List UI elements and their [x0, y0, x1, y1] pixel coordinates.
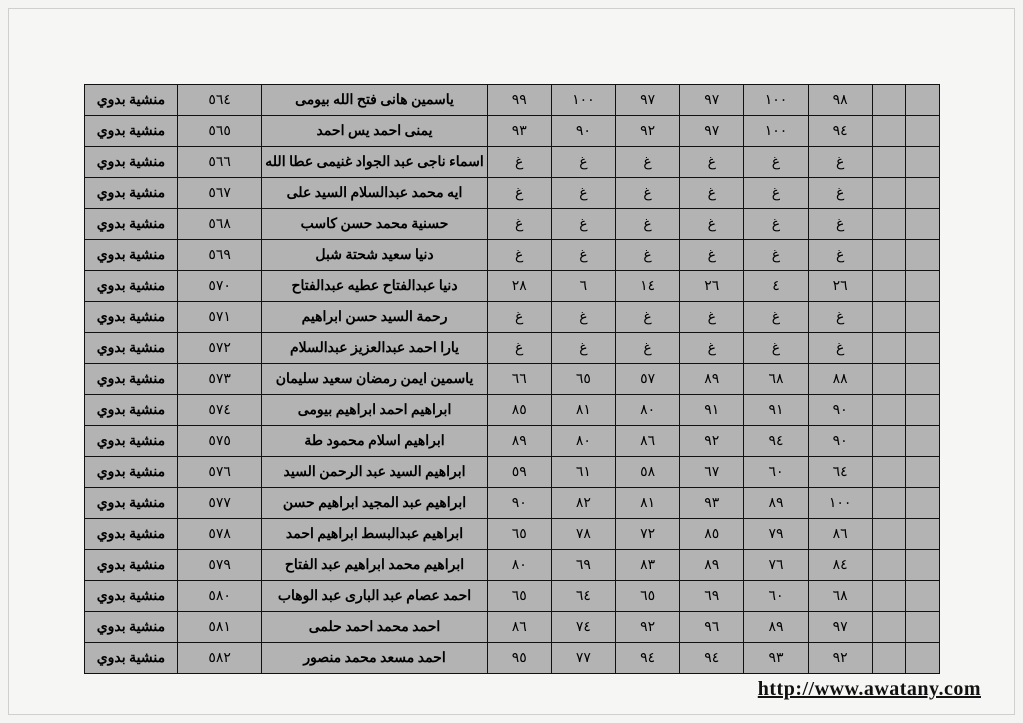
cell-mark-1: ٦٤ [808, 457, 872, 488]
cell-blank-b [872, 116, 906, 147]
cell-mark-4: ١٤ [616, 271, 680, 302]
table-row [85, 364, 940, 395]
cell-blank-a [906, 302, 940, 333]
cell-mark-3: ٩٧ [680, 116, 744, 147]
cell-mark-2: ١٠٠ [744, 116, 808, 147]
cell-mark-5: ٧٨ [551, 519, 615, 550]
cell-mark-1: ٩٧ [808, 612, 872, 643]
cell-school-name: منشية بدوي [85, 395, 178, 426]
cell-mark-2: ٤ [744, 271, 808, 302]
cell-mark-5: ٦٥ [551, 364, 615, 395]
cell-blank-b [872, 178, 906, 209]
cell-mark-1: ٩٤ [808, 116, 872, 147]
cell-mark-1: غ [808, 302, 872, 333]
cell-mark-5: غ [551, 178, 615, 209]
cell-mark-5: غ [551, 302, 615, 333]
cell-blank-a [906, 581, 940, 612]
cell-mark-6: غ [487, 209, 551, 240]
cell-mark-4: ٩٤ [616, 643, 680, 674]
cell-mark-3: ٩١ [680, 395, 744, 426]
cell-mark-2: غ [744, 302, 808, 333]
cell-mark-5: غ [551, 240, 615, 271]
cell-blank-a [906, 333, 940, 364]
cell-mark-2: غ [744, 240, 808, 271]
cell-student-name: رحمة السيد حسن ابراهيم [262, 302, 487, 333]
cell-mark-2: ٨٩ [744, 488, 808, 519]
cell-mark-1: غ [808, 147, 872, 178]
cell-mark-5: ١٠٠ [551, 85, 615, 116]
cell-mark-5: ٧٧ [551, 643, 615, 674]
cell-mark-1: غ [808, 333, 872, 364]
cell-mark-2: ٦٠ [744, 457, 808, 488]
table-row [85, 85, 940, 116]
cell-seat-number: ٥٦٤ [177, 85, 262, 116]
cell-mark-4: غ [616, 178, 680, 209]
cell-blank-b [872, 519, 906, 550]
table-row [85, 116, 940, 147]
cell-mark-3: ٩٢ [680, 426, 744, 457]
cell-school-name: منشية بدوي [85, 364, 178, 395]
cell-mark-6: غ [487, 147, 551, 178]
cell-mark-4: غ [616, 147, 680, 178]
cell-school-name: منشية بدوي [85, 457, 178, 488]
cell-blank-a [906, 147, 940, 178]
cell-mark-2: ٧٩ [744, 519, 808, 550]
cell-student-name: احمد مسعد محمد منصور [262, 643, 487, 674]
cell-mark-4: ٥٧ [616, 364, 680, 395]
table-row [85, 395, 940, 426]
table-row [85, 488, 940, 519]
table-row [85, 271, 940, 302]
cell-blank-a [906, 550, 940, 581]
cell-mark-3: ٩٣ [680, 488, 744, 519]
cell-seat-number: ٥٨٢ [177, 643, 262, 674]
cell-seat-number: ٥٦٨ [177, 209, 262, 240]
table-row [85, 581, 940, 612]
cell-mark-4: غ [616, 240, 680, 271]
cell-mark-3: غ [680, 302, 744, 333]
cell-seat-number: ٥٨٠ [177, 581, 262, 612]
cell-mark-6: ٦٦ [487, 364, 551, 395]
cell-mark-2: ١٠٠ [744, 85, 808, 116]
cell-blank-b [872, 612, 906, 643]
cell-blank-b [872, 426, 906, 457]
cell-blank-a [906, 457, 940, 488]
cell-mark-6: ٦٥ [487, 581, 551, 612]
cell-blank-b [872, 550, 906, 581]
grades-table-body [85, 85, 940, 674]
cell-blank-b [872, 488, 906, 519]
table-row [85, 333, 940, 364]
cell-mark-5: ٦١ [551, 457, 615, 488]
cell-school-name: منشية بدوي [85, 209, 178, 240]
cell-mark-3: غ [680, 147, 744, 178]
cell-mark-1: غ [808, 178, 872, 209]
cell-seat-number: ٥٦٧ [177, 178, 262, 209]
cell-blank-b [872, 85, 906, 116]
cell-student-name: ابراهيم عبدالبسط ابراهيم احمد [262, 519, 487, 550]
cell-student-name: ابراهيم محمد ابراهيم عبد الفتاح [262, 550, 487, 581]
cell-mark-5: ٦٤ [551, 581, 615, 612]
cell-mark-4: ٩٧ [616, 85, 680, 116]
cell-seat-number: ٥٧٧ [177, 488, 262, 519]
cell-mark-3: ٨٩ [680, 550, 744, 581]
cell-school-name: منشية بدوي [85, 147, 178, 178]
table-row [85, 426, 940, 457]
cell-seat-number: ٥٦٥ [177, 116, 262, 147]
cell-mark-5: غ [551, 209, 615, 240]
table-row [85, 240, 940, 271]
cell-mark-3: ٢٦ [680, 271, 744, 302]
cell-mark-1: ٢٦ [808, 271, 872, 302]
cell-mark-4: ٩٢ [616, 612, 680, 643]
cell-seat-number: ٥٧٣ [177, 364, 262, 395]
cell-mark-3: غ [680, 333, 744, 364]
cell-student-name: دنيا عبدالفتاح عطيه عبدالفتاح [262, 271, 487, 302]
table-row [85, 643, 940, 674]
cell-school-name: منشية بدوي [85, 178, 178, 209]
cell-mark-3: غ [680, 178, 744, 209]
cell-seat-number: ٥٧٩ [177, 550, 262, 581]
grades-table [84, 84, 940, 674]
cell-blank-a [906, 209, 940, 240]
cell-mark-6: ٩٣ [487, 116, 551, 147]
cell-blank-a [906, 271, 940, 302]
cell-school-name: منشية بدوي [85, 643, 178, 674]
cell-blank-b [872, 209, 906, 240]
cell-mark-5: ٨٢ [551, 488, 615, 519]
cell-mark-2: ٦٨ [744, 364, 808, 395]
cell-blank-b [872, 333, 906, 364]
cell-mark-2: غ [744, 209, 808, 240]
table-row [85, 209, 940, 240]
cell-mark-5: ٩٠ [551, 116, 615, 147]
cell-mark-1: ٨٨ [808, 364, 872, 395]
cell-school-name: منشية بدوي [85, 488, 178, 519]
cell-student-name: احمد عصام عبد البارى عبد الوهاب [262, 581, 487, 612]
cell-mark-5: ٨١ [551, 395, 615, 426]
cell-school-name: منشية بدوي [85, 426, 178, 457]
cell-school-name: منشية بدوي [85, 302, 178, 333]
cell-mark-5: ٨٠ [551, 426, 615, 457]
cell-school-name: منشية بدوي [85, 271, 178, 302]
cell-mark-4: ٨٠ [616, 395, 680, 426]
cell-student-name: ابراهيم اسلام محمود طة [262, 426, 487, 457]
cell-seat-number: ٥٦٩ [177, 240, 262, 271]
cell-mark-1: ١٠٠ [808, 488, 872, 519]
cell-blank-a [906, 612, 940, 643]
cell-blank-a [906, 426, 940, 457]
cell-mark-3: غ [680, 240, 744, 271]
cell-student-name: ابراهيم السيد عبد الرحمن السيد [262, 457, 487, 488]
cell-school-name: منشية بدوي [85, 116, 178, 147]
cell-mark-6: ٩٠ [487, 488, 551, 519]
cell-blank-b [872, 457, 906, 488]
table-row [85, 178, 940, 209]
cell-blank-a [906, 364, 940, 395]
cell-seat-number: ٥٧٤ [177, 395, 262, 426]
cell-blank-a [906, 643, 940, 674]
cell-student-name: ابراهيم عبد المجيد ابراهيم حسن [262, 488, 487, 519]
cell-mark-5: غ [551, 333, 615, 364]
cell-school-name: منشية بدوي [85, 612, 178, 643]
cell-seat-number: ٥٦٦ [177, 147, 262, 178]
cell-student-name: احمد محمد احمد حلمى [262, 612, 487, 643]
cell-mark-3: ٩٤ [680, 643, 744, 674]
cell-student-name: ياسمين هانى فتح الله بيومى [262, 85, 487, 116]
cell-mark-3: ٩٧ [680, 85, 744, 116]
cell-mark-6: ٢٨ [487, 271, 551, 302]
cell-seat-number: ٥٧٠ [177, 271, 262, 302]
cell-mark-4: غ [616, 302, 680, 333]
cell-mark-5: غ [551, 147, 615, 178]
cell-mark-3: ٨٥ [680, 519, 744, 550]
cell-school-name: منشية بدوي [85, 581, 178, 612]
cell-seat-number: ٥٧٨ [177, 519, 262, 550]
cell-student-name: دنيا سعيد شحتة شبل [262, 240, 487, 271]
cell-blank-a [906, 85, 940, 116]
table-row [85, 302, 940, 333]
cell-mark-5: ٦ [551, 271, 615, 302]
cell-school-name: منشية بدوي [85, 333, 178, 364]
cell-mark-1: ٨٤ [808, 550, 872, 581]
cell-student-name: يمنى احمد يس احمد [262, 116, 487, 147]
cell-mark-4: ٨١ [616, 488, 680, 519]
cell-school-name: منشية بدوي [85, 550, 178, 581]
cell-blank-a [906, 519, 940, 550]
cell-student-name: يارا احمد عبدالعزيز عبدالسلام [262, 333, 487, 364]
footer-website-url[interactable]: http://www.awatany.com [757, 678, 981, 700]
cell-seat-number: ٥٧٦ [177, 457, 262, 488]
cell-mark-6: ٨٠ [487, 550, 551, 581]
cell-blank-a [906, 116, 940, 147]
cell-blank-b [872, 643, 906, 674]
cell-mark-4: ٨٦ [616, 426, 680, 457]
cell-mark-1: ٦٨ [808, 581, 872, 612]
cell-mark-5: ٦٩ [551, 550, 615, 581]
cell-mark-2: ٩٣ [744, 643, 808, 674]
table-row [85, 457, 940, 488]
cell-school-name: منشية بدوي [85, 519, 178, 550]
cell-mark-6: ٩٥ [487, 643, 551, 674]
cell-blank-b [872, 581, 906, 612]
cell-blank-a [906, 240, 940, 271]
cell-mark-4: ٦٥ [616, 581, 680, 612]
cell-mark-1: ٩٠ [808, 426, 872, 457]
table-row [85, 147, 940, 178]
cell-mark-6: ٦٥ [487, 519, 551, 550]
cell-blank-a [906, 395, 940, 426]
cell-mark-2: ٩٤ [744, 426, 808, 457]
cell-mark-2: ٧٦ [744, 550, 808, 581]
cell-mark-4: ٩٢ [616, 116, 680, 147]
cell-mark-1: غ [808, 209, 872, 240]
cell-seat-number: ٥٨١ [177, 612, 262, 643]
cell-mark-1: ٨٦ [808, 519, 872, 550]
cell-mark-1: ٩٠ [808, 395, 872, 426]
cell-mark-4: ٥٨ [616, 457, 680, 488]
cell-mark-1: غ [808, 240, 872, 271]
cell-mark-3: غ [680, 209, 744, 240]
cell-seat-number: ٥٧٥ [177, 426, 262, 457]
cell-blank-b [872, 147, 906, 178]
cell-mark-4: غ [616, 333, 680, 364]
cell-mark-2: غ [744, 178, 808, 209]
cell-mark-1: ٩٢ [808, 643, 872, 674]
cell-mark-2: غ [744, 333, 808, 364]
cell-mark-3: ٨٩ [680, 364, 744, 395]
cell-school-name: منشية بدوي [85, 85, 178, 116]
table-row [85, 550, 940, 581]
cell-mark-6: ٨٩ [487, 426, 551, 457]
cell-seat-number: ٥٧١ [177, 302, 262, 333]
cell-blank-a [906, 178, 940, 209]
cell-mark-6: غ [487, 302, 551, 333]
cell-mark-4: ٨٣ [616, 550, 680, 581]
cell-mark-2: ٨٩ [744, 612, 808, 643]
cell-mark-4: غ [616, 209, 680, 240]
cell-mark-1: ٩٨ [808, 85, 872, 116]
cell-seat-number: ٥٧٢ [177, 333, 262, 364]
table-row [85, 519, 940, 550]
cell-mark-2: ٦٠ [744, 581, 808, 612]
cell-student-name: حسنية محمد حسن كاسب [262, 209, 487, 240]
cell-blank-b [872, 364, 906, 395]
cell-school-name: منشية بدوي [85, 240, 178, 271]
cell-mark-3: ٩٦ [680, 612, 744, 643]
cell-student-name: ياسمين ايمن رمضان سعيد سليمان [262, 364, 487, 395]
grades-table-container [84, 84, 940, 674]
cell-student-name: ابراهيم احمد ابراهيم بيومى [262, 395, 487, 426]
cell-mark-6: غ [487, 333, 551, 364]
table-row [85, 612, 940, 643]
cell-blank-b [872, 271, 906, 302]
cell-blank-b [872, 302, 906, 333]
cell-mark-5: ٧٤ [551, 612, 615, 643]
cell-mark-2: ٩١ [744, 395, 808, 426]
cell-mark-2: غ [744, 147, 808, 178]
cell-mark-6: غ [487, 240, 551, 271]
cell-mark-3: ٦٧ [680, 457, 744, 488]
cell-mark-6: ٩٩ [487, 85, 551, 116]
cell-mark-4: ٧٢ [616, 519, 680, 550]
cell-mark-6: ٨٥ [487, 395, 551, 426]
cell-blank-b [872, 395, 906, 426]
cell-mark-6: ٥٩ [487, 457, 551, 488]
cell-blank-a [906, 488, 940, 519]
cell-student-name: اسماء ناجى عبد الجواد غنيمى عطا الله [262, 147, 487, 178]
cell-mark-3: ٦٩ [680, 581, 744, 612]
cell-blank-b [872, 240, 906, 271]
cell-student-name: ايه محمد عبدالسلام السيد على [262, 178, 487, 209]
cell-mark-6: ٨٦ [487, 612, 551, 643]
cell-mark-6: غ [487, 178, 551, 209]
